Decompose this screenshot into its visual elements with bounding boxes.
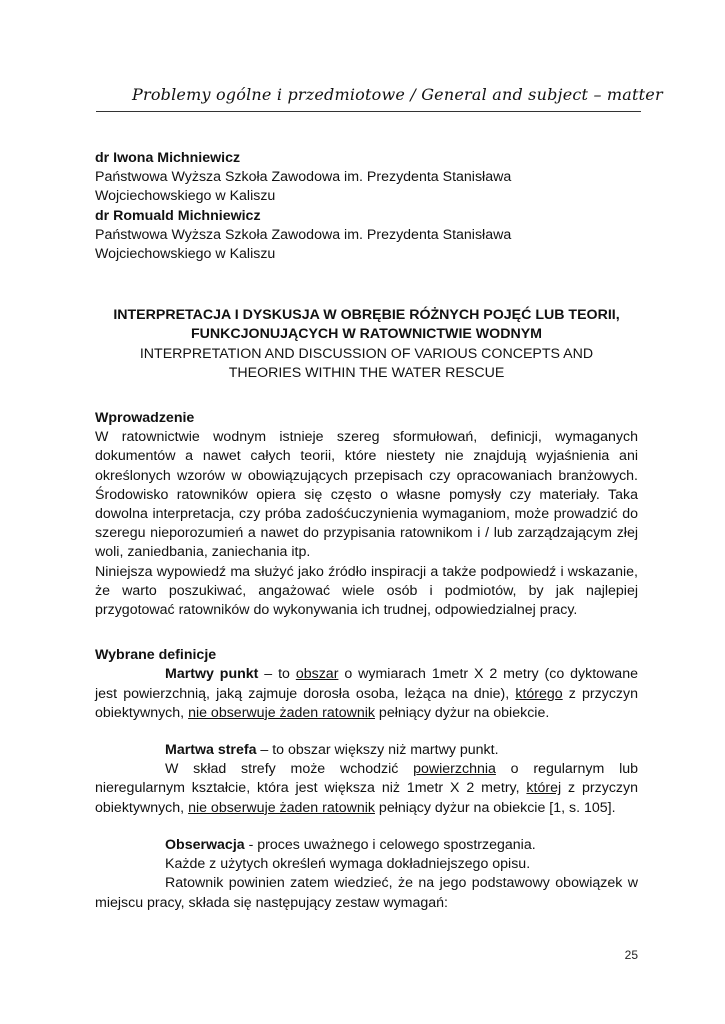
author-affiliation: Wojciechowskiego w Kaliszu [95, 246, 276, 263]
section-heading: Wybrane definicje [95, 647, 217, 664]
text: - proces uważnego i celowego spostrzegania. [244, 836, 536, 853]
author-affiliation: Państwowa Wyższa Szkoła Zawodowa im. Prezydenta Stanisława [95, 169, 512, 186]
author-name: dr Romuald Michniewicz [95, 207, 261, 224]
page-body [95, 149, 638, 913]
title-en-line: THEORIES WITHIN THE WATER RESCUE [228, 364, 505, 381]
underlined-text: obszar [295, 666, 339, 683]
term: Obserwacja [165, 836, 245, 853]
author-affiliation: Wojciechowskiego w Kaliszu [95, 188, 276, 205]
term: Martwy punkt [165, 666, 259, 683]
text: o wymiarach 1metr X 2 metry (co dyktowane jest powierzchnią, jaką zajmuje dorosła osoba, leżąca na dnie), [95, 666, 638, 702]
spacer [95, 818, 638, 836]
text: W skład strefy może wchodzić [165, 761, 414, 778]
underlined-text: powierzchnia [413, 761, 496, 778]
section-intro [95, 409, 638, 620]
title-en-line: INTERPRETATION AND DISCUSSION OF VARIOUS CONCEPTS AND [139, 345, 594, 362]
text: z przyczyn obiektywnych, [95, 780, 638, 816]
text: o regularnym lub nieregularnym kształcie, która jest większa niż 1metr X 2 metry, [95, 761, 638, 797]
running-header: Problemy ogólne i przedmiotowe / General and subject – matter [132, 85, 663, 104]
text: pełniący dyżur na obiekcie [1, s. 105]. [374, 799, 616, 816]
section-definitions [95, 646, 638, 912]
page-number: 25 [624, 948, 638, 962]
term: Martwa strefa [165, 742, 257, 759]
author-block-1 [95, 149, 638, 207]
underlined-text: której [526, 780, 562, 797]
underlined-text: nie obserwuje żaden ratownik [188, 704, 375, 721]
title-pl-line: INTERPRETACJA I DYSKUSJA W OBRĘBIE RÓŻNYCH POJĘĆ LUB TEORII, [113, 307, 620, 324]
article-title [95, 306, 638, 383]
author-block-2 [95, 207, 638, 265]
text: pełniący dyżur na obiekcie. [374, 704, 550, 721]
underlined-text: którego [515, 685, 563, 702]
author-name: dr Iwona Michniewicz [95, 150, 241, 166]
paragraph: Każde z użytych określeń wymaga dokładniejszego opisu. [165, 856, 531, 873]
text: – to obszar większy niż martwy punkt. [256, 742, 499, 759]
spacer [95, 723, 638, 741]
paragraph: Niniejsza wypowiedź ma służyć jako źródło inspiracji a także podpowiedź i wskazanie, że warto poszukiwać, angażować wiele osób i podmiotów, by jak najlepiej przygotować ratowników do wykonywania ich trudnej, odpowiedzialnej pracy. [95, 563, 638, 619]
paragraph [95, 760, 638, 818]
definition-martwa-strefa [95, 741, 638, 760]
paragraph: W ratownictwie wodnym istnieje szereg sformułowań, definicji, wymaganych dokumentów a nawet całych teorii, które niestety nie znajdują wyjaśnienia ani określonych wzorów w obowiązujących przepisach czy opracowaniach branżowych. Środowisko ratowników opiera się często o własne pomysły czy materiały. Taka dowolna interpretacja, czy próba zadośćuczynienia wymaganiom, może prowadzić do szeregu nieporozumień a nawet do przypisania ratownikom i / lub zarządzającym złej woli, zaniedbania, zaniechania itp. [95, 429, 638, 561]
text: – to [258, 666, 296, 683]
title-pl-line: FUNKCJONUJĄCYCH W RATOWNICTWIE WODNYM [191, 326, 542, 343]
text: z przyczyn obiektywnych, [95, 685, 639, 721]
definition-obserwacja [95, 836, 638, 855]
author-affiliation: Państwowa Wyższa Szkoła Zawodowa im. Prezydenta Stanisława [95, 226, 512, 243]
definition-martwy-punkt [95, 665, 638, 723]
underlined-text: nie obserwuje żaden ratownik [188, 799, 375, 816]
paragraph: Ratownik powinien zatem wiedzieć, że na jego podstawowy obowiązek w miejscu pracy, składa się następujący zestaw wymagań: [95, 875, 638, 911]
header-divider [96, 111, 641, 112]
section-heading: Wprowadzenie [95, 410, 195, 427]
